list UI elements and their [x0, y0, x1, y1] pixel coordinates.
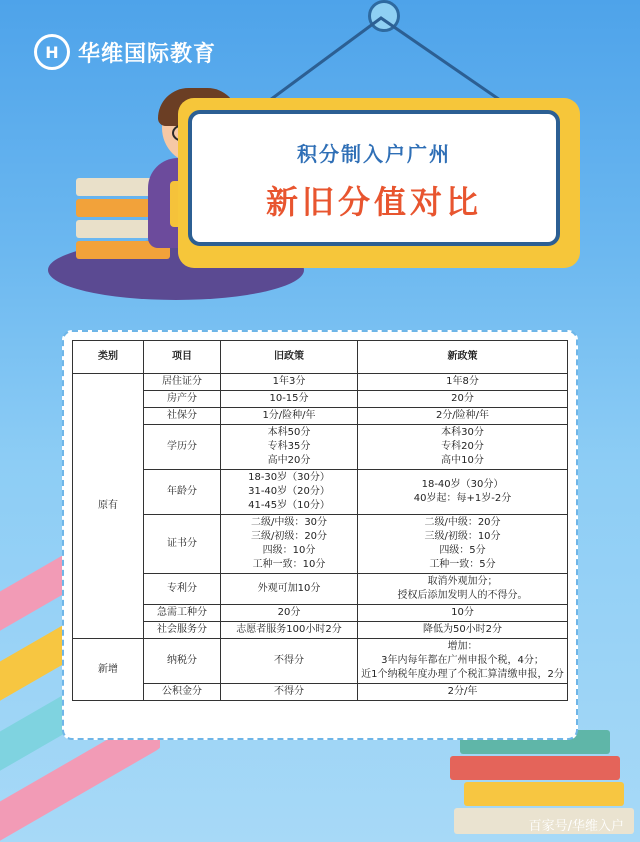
old-cell — [221, 374, 358, 391]
new-line: 本科30分 — [441, 427, 484, 438]
new-line: 20分 — [451, 393, 474, 404]
old-line: 1分/险种/年 — [262, 410, 316, 421]
old-cell — [221, 425, 358, 470]
table-row — [73, 622, 568, 639]
table-row — [73, 605, 568, 622]
table-row — [73, 408, 568, 425]
new-line: 3年内每年都在广州申报个税，4分； — [381, 655, 544, 666]
table-row — [73, 470, 568, 515]
category-existing: 原有 — [73, 374, 144, 639]
table-row — [73, 425, 568, 470]
old-cell — [221, 622, 358, 639]
new-line: 10分 — [451, 607, 474, 618]
new-line: 专科20分 — [441, 441, 484, 452]
old-line: 三级/初级：20分 — [250, 531, 328, 542]
new-line: 三级/初级：10分 — [424, 531, 501, 542]
table-row — [73, 639, 568, 684]
old-cell — [221, 470, 358, 515]
comparison-card — [62, 330, 578, 740]
old-cell — [221, 408, 358, 425]
new-line: 四级：5分 — [439, 545, 486, 556]
table-row — [73, 574, 568, 605]
item-cell: 社保分 — [144, 408, 221, 425]
table-row — [73, 374, 568, 391]
header-new-policy: 新政策 — [358, 341, 568, 374]
old-line: 10-15分 — [269, 393, 309, 404]
new-line: 40岁起：每+1岁-2分 — [413, 493, 512, 504]
new-cell — [358, 391, 568, 408]
logo-mark-icon: H — [34, 34, 70, 70]
item-cell: 年龄分 — [144, 470, 221, 515]
old-line: 志愿者服务100小时2分 — [236, 624, 342, 635]
title-sign — [178, 98, 580, 268]
new-cell — [358, 574, 568, 605]
new-cell — [358, 605, 568, 622]
new-line: 取消外观加分； — [427, 576, 498, 587]
old-line: 外观可加10分 — [257, 583, 321, 594]
new-cell — [358, 684, 568, 701]
source-watermark: 百家号/华维入户 — [528, 819, 624, 834]
new-line: 高中10分 — [441, 455, 484, 466]
old-line: 不得分 — [274, 655, 304, 666]
new-line: 工种一致：5分 — [429, 559, 496, 570]
old-line: 高中20分 — [267, 455, 311, 466]
old-cell — [221, 639, 358, 684]
old-line: 41-45岁（10分） — [248, 500, 330, 511]
new-line: 降低为50小时2分 — [422, 624, 503, 635]
item-cell: 公积金分 — [144, 684, 221, 701]
header-old-policy: 旧政策 — [221, 341, 358, 374]
brand-logo — [34, 34, 216, 70]
item-cell: 学历分 — [144, 425, 221, 470]
table-row — [73, 684, 568, 701]
item-cell: 房产分 — [144, 391, 221, 408]
old-line: 四级：10分 — [262, 545, 316, 556]
old-line: 本科50分 — [267, 427, 311, 438]
sign-title: 新旧分值对比 — [265, 183, 482, 221]
old-cell — [221, 605, 358, 622]
old-cell — [221, 515, 358, 574]
new-cell — [358, 622, 568, 639]
new-line: 近1个纳税年度办理了个税汇算清缴申报，2分 — [361, 669, 564, 680]
table-row — [73, 515, 568, 574]
old-line: 20分 — [277, 607, 301, 618]
old-line: 不得分 — [274, 686, 304, 697]
old-line: 18-30岁（30分） — [248, 472, 330, 483]
header-item: 项目 — [144, 341, 221, 374]
header-category: 类别 — [73, 341, 144, 374]
new-cell — [358, 425, 568, 470]
item-cell: 社会服务分 — [144, 622, 221, 639]
new-line: 1年8分 — [446, 376, 479, 387]
old-line: 工种一致：10分 — [252, 559, 326, 570]
logo-text: 华维国际教育 — [78, 41, 217, 67]
new-cell — [358, 470, 568, 515]
item-cell: 居住证分 — [144, 374, 221, 391]
old-line: 31-40岁（20分） — [248, 486, 330, 497]
new-line: 二级/中级：20分 — [424, 517, 501, 528]
new-cell — [358, 408, 568, 425]
sign-subtitle: 积分制入户广州 — [297, 142, 451, 166]
table-row — [73, 391, 568, 408]
item-cell: 专利分 — [144, 574, 221, 605]
old-line: 专科35分 — [267, 441, 311, 452]
new-line: 增加： — [447, 641, 478, 652]
new-cell — [358, 515, 568, 574]
new-cell — [358, 374, 568, 391]
old-line: 二级/中级：30分 — [250, 517, 328, 528]
category-new: 新增 — [73, 639, 144, 701]
comparison-table — [72, 340, 568, 701]
new-cell — [358, 639, 568, 684]
new-line: 18-40岁（30分） — [421, 479, 504, 490]
new-line: 2分/年 — [447, 686, 478, 697]
new-line: 2分/险种/年 — [435, 410, 490, 421]
table-header-row — [73, 341, 568, 374]
old-line: 1年3分 — [272, 376, 306, 387]
item-cell: 急需工种分 — [144, 605, 221, 622]
old-cell — [221, 684, 358, 701]
old-cell — [221, 574, 358, 605]
old-cell — [221, 391, 358, 408]
item-cell: 纳税分 — [144, 639, 221, 684]
item-cell: 证书分 — [144, 515, 221, 574]
new-line: 授权后添加发明人的不得分。 — [397, 590, 528, 601]
